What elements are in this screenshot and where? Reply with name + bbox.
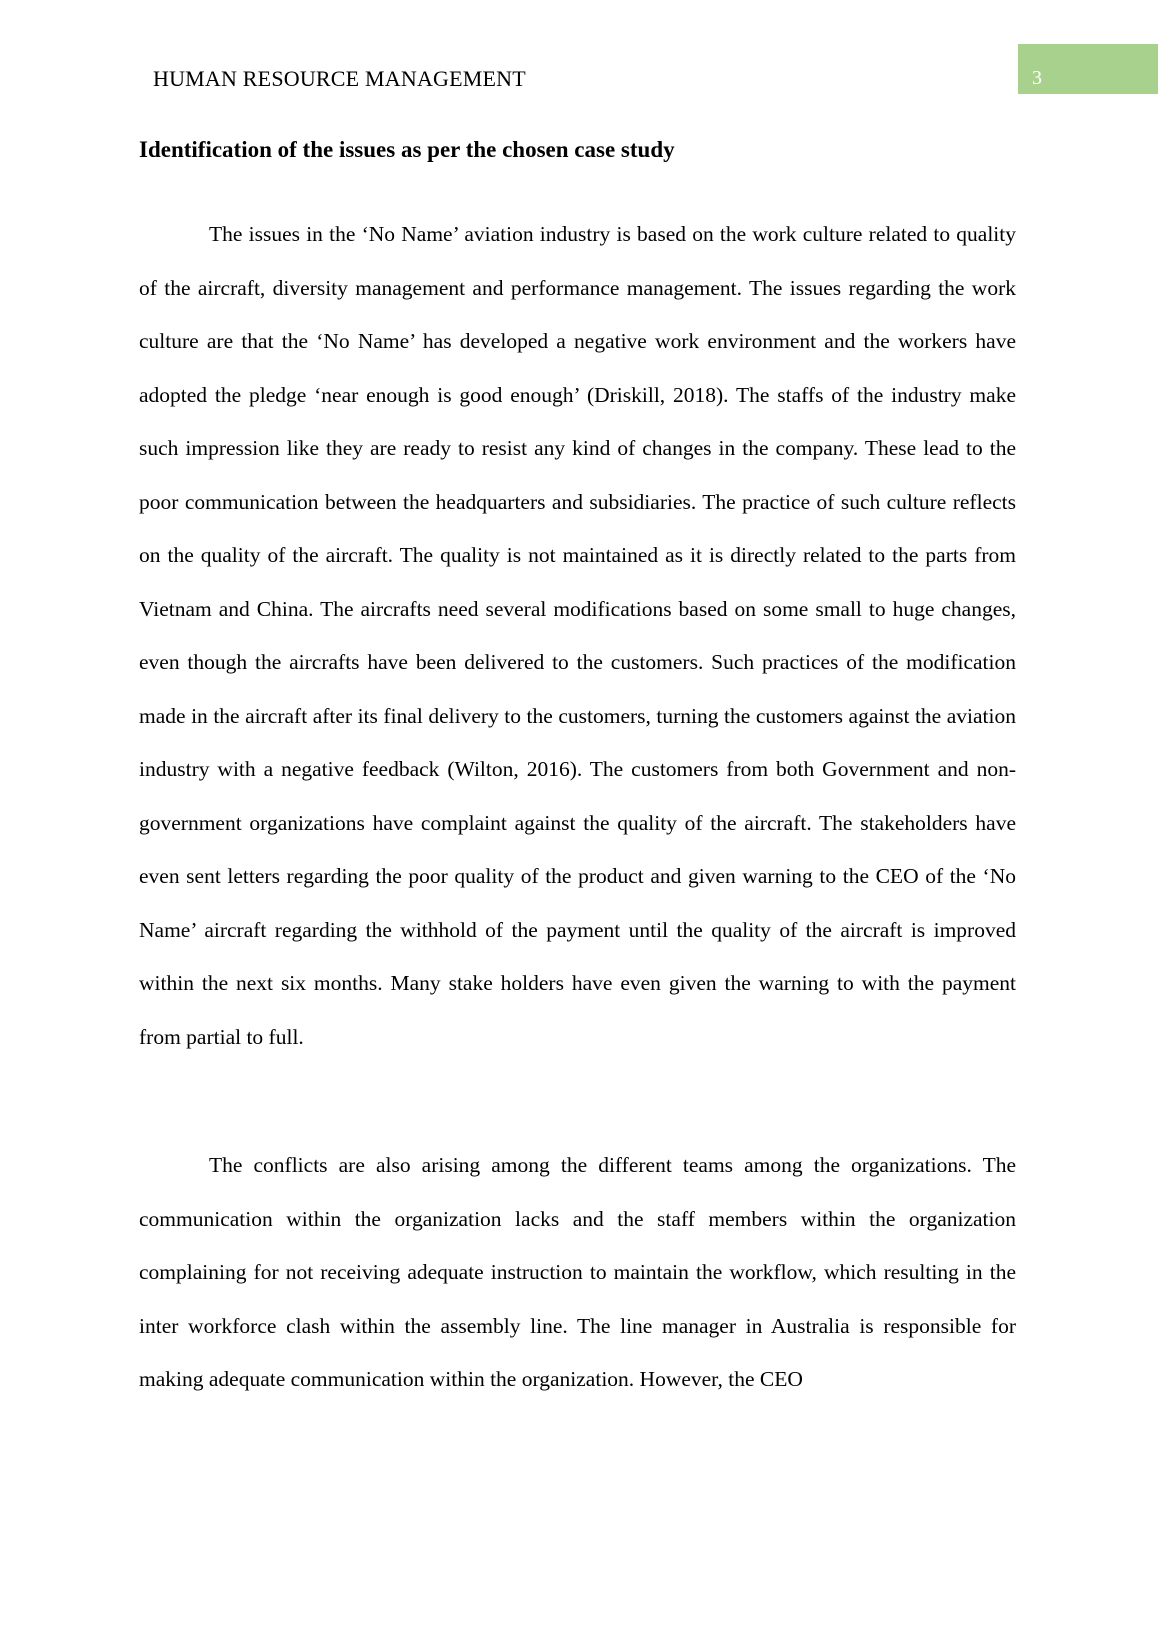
paragraph-text: The conflicts are also arising among the different teams among the organizations. The communication within the organization lacks and the staff members within the organization complaining for not receiving adequate instruction to maintain the workflow, which resulting in the inter workforce clash within the assembly line. The line manager in Australia is responsible for making adequate communication within the organization. However, the CEO — [139, 1153, 1016, 1391]
running-header-title: HUMAN RESOURCE MANAGEMENT — [153, 66, 526, 91]
paragraph-text: The issues in the ‘No Name’ aviation industry is based on the work culture related to quality of the aircraft, diversity management and performance management. The issues regarding the work culture are that the ‘No Name’ has developed a negative work environment and the workers have adopted the pledge ‘near enough is good enough’ (Driskill, 2018). The staffs of the industry make such impression like they are ready to resist any kind of changes in the company. These lead to the poor communication between the headquarters and subsidiaries. The practice of such culture reflects on the quality of the aircraft. The quality is not maintained as it is directly related to the parts from Vietnam and China. The aircrafts need several modifications based on some small to huge changes, even though the aircrafts have been delivered to the customers. Such practices of the modification made in the aircraft after its final delivery to the customers, turning the customers against the aviation industry with a negative feedback (Wilton, 2016). The customers from both Government and non-government organizations have complaint against the quality of the aircraft. The stakeholders have even sent letters regarding the poor quality of the product and given warning to the CEO of the ‘No Name’ aircraft regarding the withhold of the payment until the quality of the aircraft is improved within the next six months. Many stake holders have even given the warning to with the payment from partial to full. — [139, 222, 1016, 1049]
body-paragraph — [139, 208, 1016, 1064]
page-number-badge — [1018, 44, 1158, 94]
section-heading: Identification of the issues as per the chosen case study — [139, 137, 675, 162]
body-paragraph — [139, 1139, 1016, 1407]
page-number: 3 — [1032, 67, 1042, 89]
